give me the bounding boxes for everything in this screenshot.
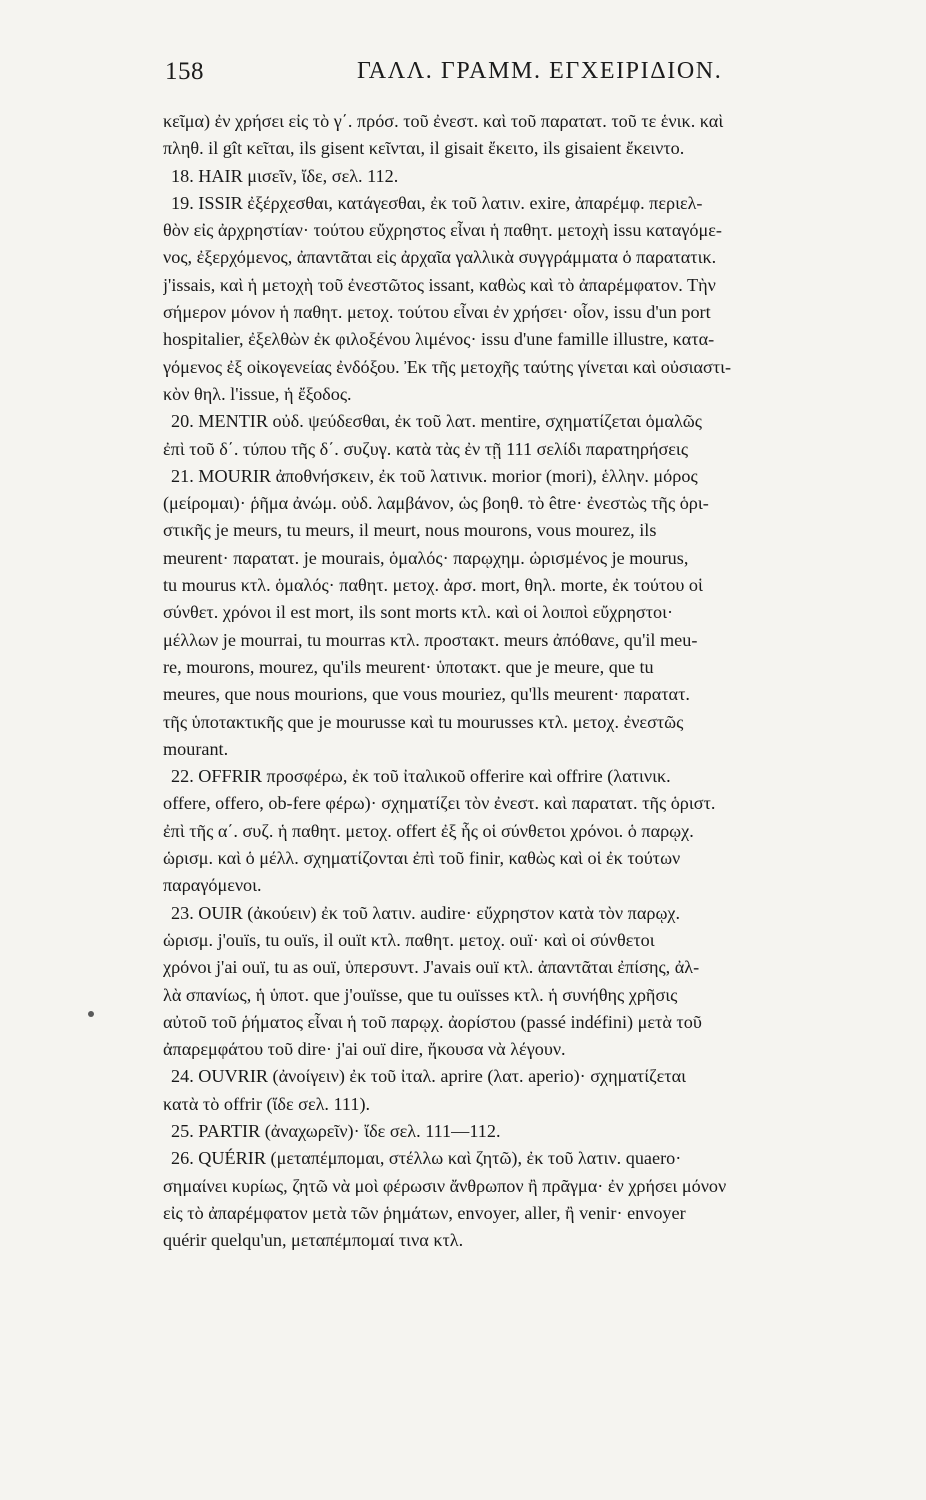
running-head: ΓΑΛΛ. ΓΡΑΜΜ. ΕΓΧΕΙΡΙΔΙΟΝ.: [357, 58, 723, 84]
text-line: tu mourus κτλ. ὁμαλός· παθητ. μετοχ. ἀρσ. mort, θηλ. morte, ἐκ τούτου οἱ: [163, 575, 703, 596]
text-line: νος, ἐξερχόμενος, ἀπαντᾶται εἰς ἀρχαῖα γαλλικὰ συγγράμματα ὁ παρατατικ.: [163, 247, 717, 268]
text-line: σήμερον μόνον ἡ παθητ. μετοχ. τούτου εἶναι ἐν χρήσει· οἷον, issu d'un port: [163, 302, 711, 323]
entry-21-line: 21. MOURIR ἀποθνήσκειν, ἐκ τοῦ λατινικ. morior (mori), ἑλλην. μόρος: [171, 465, 698, 486]
entry-25-line: 25. PARTIR (ἀναχωρεῖν)· ἴδε σελ. 111—112.: [171, 1120, 501, 1141]
text-line: γόμενος ἐξ οἰκογενείας ἐνδόξου. Ἐκ τῆς μετοχῆς ταύτης γίνεται καὶ οὐσιαστι-: [163, 356, 732, 377]
text-line: σημαίνει κυρίως, ζητῶ νὰ μοὶ φέρωσιν ἄνθρωπον ἢ πρᾶγμα· ἐν χρήσει μόνον: [163, 1175, 727, 1196]
text-line: κὸν θηλ. l'issue, ἡ ἔξοδος.: [163, 383, 352, 404]
page-number: 158: [165, 58, 204, 85]
text-line: ἀπαρεμφάτου τοῦ dire· j'ai ouï dire, ἤκουσα νὰ λέγουν.: [163, 1039, 566, 1060]
entry-23-line: 23. OUIR (ἀκούειν) ἐκ τοῦ λατιν. audire· εὔχρηστον κατὰ τὸν παρῳχ.: [171, 902, 681, 923]
entry-19-line: 19. ISSIR ἐξέρχεσθαι, κατάγεσθαι, ἐκ τοῦ λατιν. exire, ἀπαρέμφ. περιελ-: [171, 192, 703, 213]
page-body: [163, 108, 859, 1254]
text-line: κατὰ τὸ offrir (ἴδε σελ. 111).: [163, 1093, 371, 1114]
text-line: λὰ σπανίως, ἡ ὑποτ. que j'ouïsse, que tu ouïsses κτλ. ἡ συνήθης χρῆσις: [163, 984, 678, 1005]
text-line: αὐτοῦ τοῦ ῥήματος εἶναι ἡ τοῦ παρῳχ. ἀορίστου (passé indéfini) μετὰ τοῦ: [163, 1011, 702, 1032]
text-line: (μείρομαι)· ῥῆμα ἀνώμ. οὐδ. λαμβάνον, ὡς βοηθ. τὸ être· ἐνεστὼς τῆς ὁρι-: [163, 493, 709, 514]
text-line: εἰς τὸ ἀπαρέμφατον μετὰ τῶν ῥημάτων, envoyer, aller, ἢ venir· envoyer: [163, 1202, 686, 1223]
text-line: σύνθετ. χρόνοι il est mort, ils sont morts κτλ. καὶ οἱ λοιποὶ εὔχρηστοι·: [163, 602, 674, 623]
entry-26-line: 26. QUÉRIR (μεταπέμπομαι, στέλλω καὶ ζητῶ), ἐκ τοῦ λατιν. quaero·: [171, 1148, 682, 1169]
page-header: [165, 58, 855, 98]
text-line: j'issais, καὶ ἡ μετοχὴ τοῦ ἐνεστῶτος issant, καθὼς καὶ τὸ ἀπαρέμφατον. Τὴν: [163, 274, 716, 295]
margin-ink-dot: [88, 1011, 94, 1017]
text-line: τῆς ὑποτακτικῆς que je mourusse καὶ tu mourusses κτλ. μετοχ. ἐνεστῶς: [163, 711, 684, 732]
text-line: θὸν εἰς ἀρχρηστίαν· τούτου εὔχρηστος εἶναι ἡ παθητ. μετοχὴ issu καταγόμε-: [163, 220, 722, 241]
text-line: meures, que nous mourions, que vous mouriez, qu'lls meurent· παρατατ.: [163, 684, 690, 705]
text-line: mourant.: [163, 738, 229, 759]
text-line: offere, offero, ob-fere φέρω)· σχηματίζει τὸν ἐνεστ. καὶ παρατατ. τῆς ὁριστ.: [163, 793, 716, 814]
text-line: quérir quelqu'un, μεταπέμπομαί τινα κτλ.: [163, 1230, 464, 1251]
text-line: παραγόμενοι.: [163, 875, 262, 896]
text-line: στικῆς je meurs, tu meurs, il meurt, nous mourons, vous mourez, ils: [163, 520, 657, 541]
text-line: ἐπὶ τοῦ δ΄. τύπου τῆς δ΄. συζυγ. κατὰ τὰς ἐν τῇ 111 σελίδι παρατηρήσεις: [163, 438, 689, 459]
entry-20-line: 20. MENTIR οὐδ. ψεύδεσθαι, ἐκ τοῦ λατ. mentire, σχηματίζεται ὁμαλῶς: [171, 411, 702, 432]
entry-18-line: 18. HAIR μισεῖν, ἴδε, σελ. 112.: [171, 165, 399, 186]
text-line: re, mourons, mourez, qu'ils meurent· ὑποτακτ. que je meure, que tu: [163, 656, 654, 677]
text-line: ἐπὶ τῆς α΄. συζ. ἡ παθητ. μετοχ. offert ἐξ ἧς οἱ σύνθετοι χρόνοι. ὁ παρῳχ.: [163, 820, 694, 841]
text-line: meurent· παρατατ. je mourais, ὁμαλός· παρῳχημ. ὡρισμένος je mourus,: [163, 547, 689, 568]
text-line: ὡρισμ. j'ouïs, tu ouïs, il ouït κτλ. παθητ. μετοχ. ouï· καὶ οἱ σύνθετοι: [163, 929, 655, 950]
entry-24-line: 24. OUVRIR (ἀνοίγειν) ἐκ τοῦ ἰταλ. aprire (λατ. aperio)· σχηματίζεται: [171, 1066, 687, 1087]
text-line: κεῖμα) ἐν χρήσει εἰς τὸ γ΄. πρόσ. τοῦ ἐνεστ. καὶ τοῦ παρατατ. τοῦ τε ἑνικ. καὶ: [163, 111, 724, 131]
text-line: χρόνοι j'ai ouï, tu as ouï, ὑπερσυντ. J'avais ouï κτλ. ἀπαντᾶται ἐπίσης, ἀλ-: [163, 957, 700, 978]
entry-22-line: 22. OFFRIR προσφέρω, ἐκ τοῦ ἰταλικοῦ offerire καὶ offrire (λατινικ.: [171, 766, 671, 787]
text-line: hospitalier, ἐξελθὼν ἐκ φιλοξένου λιμένος· issu d'une famille illustre, κατα-: [163, 329, 715, 350]
text-line: πληθ. il gît κεῖται, ils gisent κεῖνται, il gisait ἔκειτο, ils gisaient ἔκειντο.: [163, 138, 685, 159]
text-line: ὡρισμ. καὶ ὁ μέλλ. σχηματίζονται ἐπὶ τοῦ finir, καθὼς καὶ οἱ ἐκ τούτων: [163, 848, 681, 869]
text-line: μέλλων je mourrai, tu mourras κτλ. προστακτ. meurs ἀπόθανε, qu'il meu-: [163, 629, 698, 650]
